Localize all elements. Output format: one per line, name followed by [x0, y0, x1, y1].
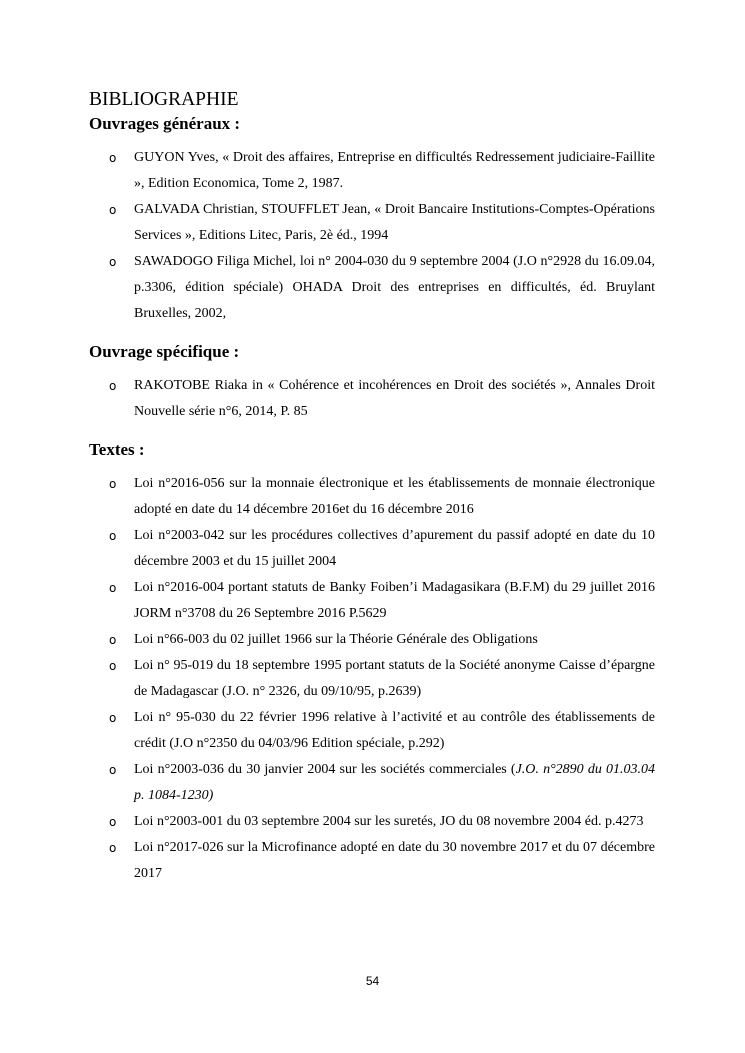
- reference-text: Loi n°2016-004 portant statuts de Banky Foiben’i Madagasikara (B.F.M) du 29 juillet 2016 JORM n°3708 du 26 Septembre 2016 P.5629: [134, 580, 655, 621]
- list-item: [89, 197, 655, 249]
- bullet-icon: o: [109, 633, 117, 647]
- reference-text: Loi n°2016-056 sur la monnaie électronique et les établissements de monnaie électronique adopté en date du 14 décembre 2016et du 16 décembre 2016: [134, 476, 655, 517]
- bullet-icon: o: [109, 815, 117, 829]
- bullet-icon: o: [109, 659, 117, 673]
- bullet-icon: o: [109, 841, 117, 855]
- list-item: [89, 249, 655, 327]
- reference-text: Loi n° 95-030 du 22 février 1996 relative à l’activité et au contrôle des établissements de crédit (J.O n°2350 du 04/03/96 Edition spéciale, p.292): [134, 710, 655, 751]
- list-item: [89, 653, 655, 705]
- bullet-icon: o: [109, 151, 117, 165]
- list-item: [89, 471, 655, 523]
- bibliography-page: [89, 88, 655, 887]
- bullet-icon: o: [109, 763, 117, 777]
- reference-text: Loi n°66-003 du 02 juillet 1966 sur la Théorie Générale des Obligations: [134, 632, 538, 647]
- reference-text: Loi n°2003-036 du 30 janvier 2004 sur les sociétés commerciales (: [134, 762, 516, 777]
- reference-text: RAKOTOBE Riaka in « Cohérence et incohérences en Droit des sociétés », Annales Droit Nouvelle série n°6, 2014, P. 85: [134, 378, 655, 419]
- list-item: [89, 373, 655, 425]
- reference-text: Loi n° 95-019 du 18 septembre 1995 portant statuts de la Société anonyme Caisse d’épargne de Madagascar (J.O. n° 2326, du 09/10/95, p.2639): [134, 658, 655, 699]
- reference-text: GALVADA Christian, STOUFFLET Jean, « Droit Bancaire Institutions-Comptes-Opérations Services », Editions Litec, Paris, 2è éd., 1994: [134, 202, 655, 243]
- list-item: [89, 835, 655, 887]
- list-item: [89, 575, 655, 627]
- reference-text: GUYON Yves, « Droit des affaires, Entreprise en difficultés Redressement judiciaire-Faillite », Edition Economica, Tome 2, 1987.: [134, 150, 655, 191]
- list-item: [89, 705, 655, 757]
- list-item: [89, 627, 655, 653]
- page-number: 54: [365, 974, 380, 988]
- bullet-icon: o: [109, 379, 117, 393]
- reference-italic-text: J.O. n°2890 du 01.03.04 p. 1084-1230): [134, 762, 655, 803]
- specific-work-list: [89, 373, 655, 425]
- page-title: BIBLIOGRAPHIE: [89, 89, 239, 110]
- bullet-icon: o: [109, 529, 117, 543]
- list-item: [89, 757, 655, 809]
- bullet-icon: o: [109, 203, 117, 217]
- list-item: [89, 523, 655, 575]
- list-item: [89, 145, 655, 197]
- bullet-icon: o: [109, 581, 117, 595]
- section-heading-general-works: Ouvrages généraux :: [89, 114, 241, 133]
- reference-text: Loi n°2003-042 sur les procédures collectives d’apurement du passif adopté en date du 10 décembre 2003 et du 15 juillet 2004: [134, 528, 655, 569]
- reference-text: SAWADOGO Filiga Michel, loi n° 2004-030 du 9 septembre 2004 (J.O n°2928 du 16.09.04, p.3306, édition spéciale) OHADA Droit des entreprises en difficultés, éd. Bruylant Bruxelles, 2002,: [134, 254, 655, 321]
- reference-text: Loi n°2017-026 sur la Microfinance adopté en date du 30 novembre 2017 et du 07 décembre 2017: [134, 840, 655, 881]
- reference-text: Loi n°2003-001 du 03 septembre 2004 sur les suretés, JO du 08 novembre 2004 éd. p.4273: [134, 814, 644, 829]
- texts-list: [89, 471, 655, 887]
- list-item: [89, 809, 655, 835]
- bullet-icon: o: [109, 477, 117, 491]
- bullet-icon: o: [109, 711, 117, 725]
- bullet-icon: o: [109, 255, 117, 269]
- section-heading-texts: Textes :: [89, 440, 145, 459]
- section-heading-specific-work: Ouvrage spécifique :: [89, 342, 240, 361]
- general-works-list: [89, 145, 655, 327]
